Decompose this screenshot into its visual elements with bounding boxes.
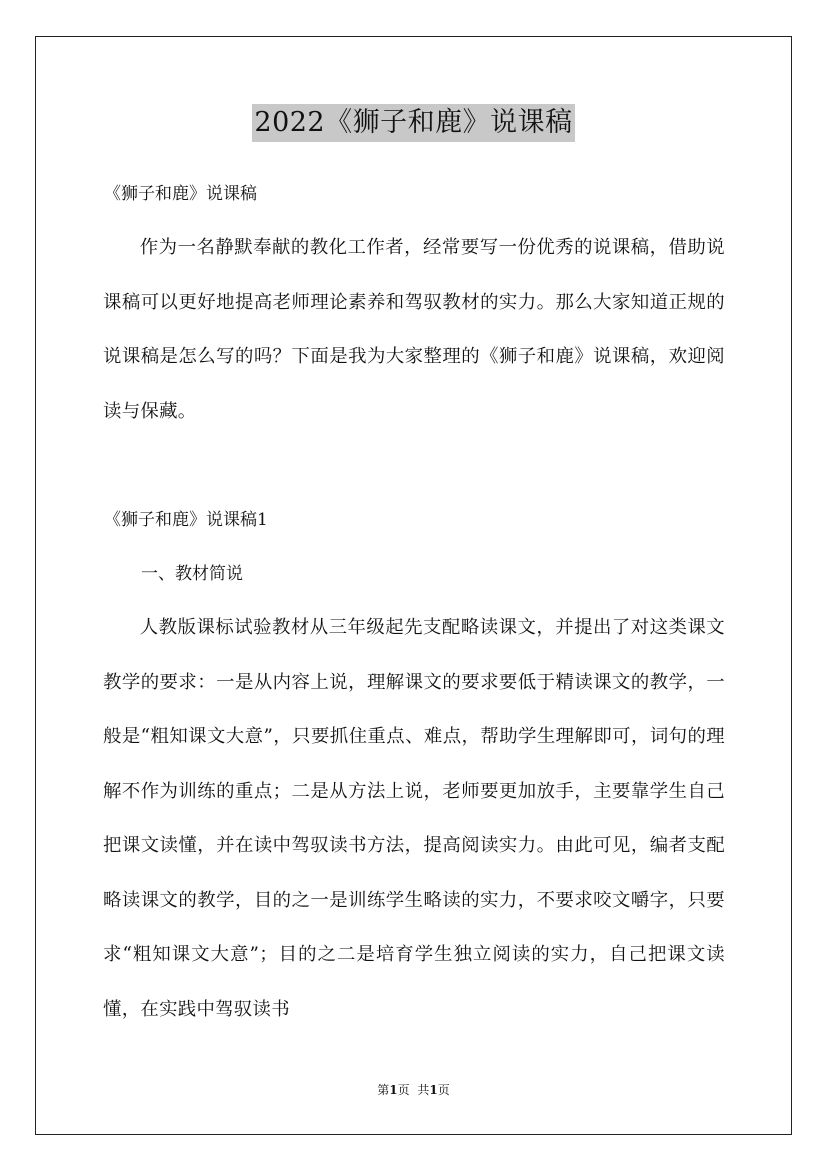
footer-page-number: 1 (389, 1083, 398, 1097)
footer-page-suffix: 页 (397, 1083, 410, 1097)
section-heading: 《狮子和鹿》说课稿1 (104, 510, 268, 530)
intro-paragraph: 作为一名静默奉献的教化工作者，经常要写一份优秀的说课稿，借助说课稿可以更好地提高老师理论素养和驾驭教材的实力。那么大家知道正规的说课稿是怎么写的吗？下面是我为大家整理的《狮子和鹿》说课稿，欢迎阅读与保藏。 (103, 237, 725, 422)
body-paragraph: 人教版课标试验教材从三年级起先支配略读课文，并提出了对这类课文教学的要求：一是从内容上说，理解课文的要求要低于精读课文的教学，一般是“粗知课文大意”，只要抓住重点、难点，帮助学生理解即可，词句的理解不作为训练的重点；二是从方法上说，老师要更加放手，主要靠学生自己把课文读懂，并在读中驾驭读书方法，提高阅读实力。由此可见，编者支配略读课文的教学，目的之一是训练学生略读的实力，不要求咬文嚼字，只要求“粗知课文大意”；目的之二是培育学生独立阅读的实力，自己把课文读懂，在实践中驾驭读书 (103, 617, 725, 1020)
document-title: 2022《狮子和鹿》说课稿 (252, 104, 574, 142)
page-footer (0, 1081, 827, 1099)
subsection-heading: 一、教材简说 (141, 564, 243, 584)
footer-total-prefix: 共 (417, 1083, 430, 1097)
footer-total-number: 1 (429, 1083, 438, 1097)
footer-total-suffix: 页 (437, 1083, 450, 1097)
title-container (0, 104, 827, 142)
intro-heading: 《狮子和鹿》说课稿 (104, 184, 257, 204)
footer-page-prefix: 第 (377, 1083, 390, 1097)
